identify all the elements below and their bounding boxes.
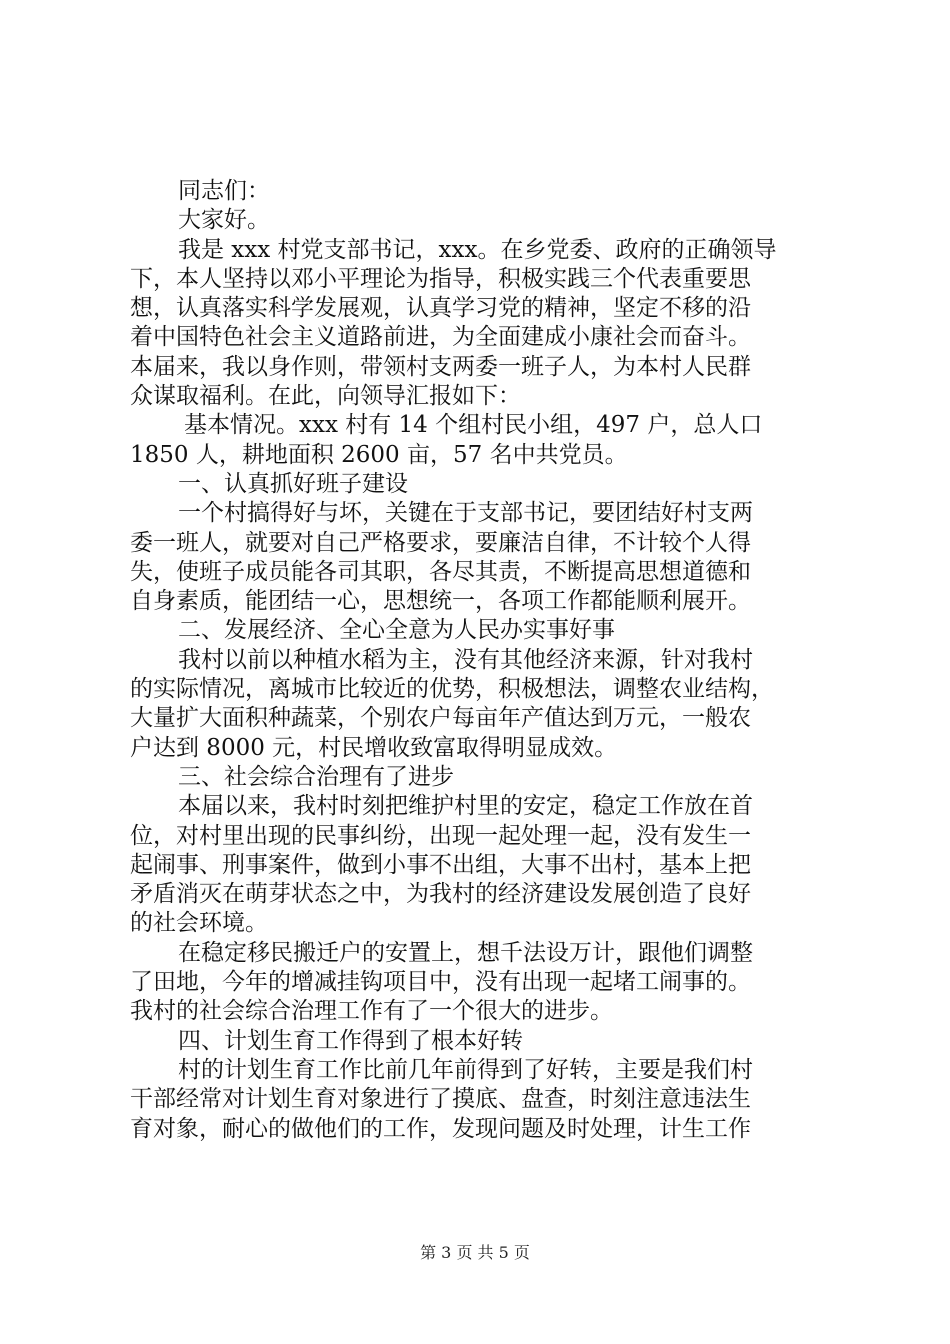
text-line: 位，对村里出现的民事纠纷，出现一起处理一起，没有发生一 — [130, 822, 751, 849]
text-line: 众谋取福利。在此，向领导汇报如下： — [130, 383, 521, 410]
text-line: 同志们： — [178, 178, 270, 204]
text-line: 本届来，我以身作则，带领村支两委一班子人，为本村人民群 — [130, 353, 751, 380]
text-line: 大量扩大面积种蔬菜，个别农户每亩年产值达到万元，一般农 — [130, 705, 751, 732]
text-line: 我村以前以种植水稻为主，没有其他经济来源，针对我村 — [178, 646, 753, 673]
text-line: 四、计划生育工作得到了根本好转 — [178, 1027, 523, 1054]
text-line: 育对象，耐心的做他们的工作，发现问题及时处理，计生工作 — [130, 1115, 751, 1142]
text-line: 本届以来，我村时刻把维护村里的安定，稳定工作放在首 — [178, 793, 753, 820]
text-line: 了田地，今年的增减挂钩项目中，没有出现一起堵工闹事的。 — [130, 969, 751, 996]
text-line: 失，使班子成员能各司其职，各尽其责，不断提高思想道德和 — [130, 558, 751, 585]
text-line: 三、社会综合治理有了进步 — [178, 763, 454, 790]
text-line: 我村的社会综合治理工作有了一个很大的进步。 — [130, 998, 613, 1025]
text-line: 自身素质，能团结一心，思想统一，各项工作都能顺利展开。 — [130, 588, 751, 615]
text-line: 一个村搞得好与坏，关键在于支部书记，要团结好村支两 — [178, 500, 753, 527]
text-line: 委一班人，就要对自己严格要求，要廉洁自律，不计较个人得 — [130, 529, 751, 556]
text-line: 想，认真落实科学发展观，认真学习党的精神，坚定不移的沿 — [130, 295, 751, 322]
document-body — [130, 177, 830, 1144]
text-line: 起闹事、刑事案件，做到小事不出组，大事不出村，基本上把 — [130, 851, 751, 878]
text-line: 下，本人坚持以邓小平理论为指导，积极实践三个代表重要思 — [130, 265, 751, 292]
text-line: 村的计划生育工作比前几年前得到了好转，主要是我们村 — [178, 1056, 753, 1083]
text-line: 我是 xxx 村党支部书记，xxx。在乡党委、政府的正确领导 — [178, 236, 777, 263]
text-line: 的实际情况，离城市比较近的优势，积极想法，调整农业结构， — [130, 676, 774, 703]
text-line: 干部经常对计划生育对象进行了摸底、盘查，时刻注意违法生 — [130, 1086, 751, 1113]
text-line: 基本情况。xxx 村有 14 个组村民小组，497 户，总人口 — [184, 412, 763, 439]
text-line: 矛盾消灭在萌芽状态之中，为我村的经济建设发展创造了良好 — [130, 881, 751, 908]
text-line: 1850 人，耕地面积 2600 亩，57 名中共党员。 — [130, 441, 628, 468]
text-line: 二、发展经济、全心全意为人民办实事好事 — [178, 617, 615, 644]
text-line: 在稳定移民搬迁户的安置上，想千法设万计，跟他们调整 — [178, 939, 753, 966]
text-line: 的社会环境。 — [130, 910, 268, 937]
text-line: 户达到 8000 元，村民增收致富取得明显成效。 — [130, 734, 618, 761]
text-line: 大家好。 — [178, 207, 270, 234]
text-line: 着中国特色社会主义道路前进，为全面建成小康社会而奋斗。 — [130, 324, 751, 351]
page-footer: 第 3 页 共 5 页 — [420, 1243, 530, 1262]
text-line: 一、认真抓好班子建设 — [178, 470, 408, 497]
